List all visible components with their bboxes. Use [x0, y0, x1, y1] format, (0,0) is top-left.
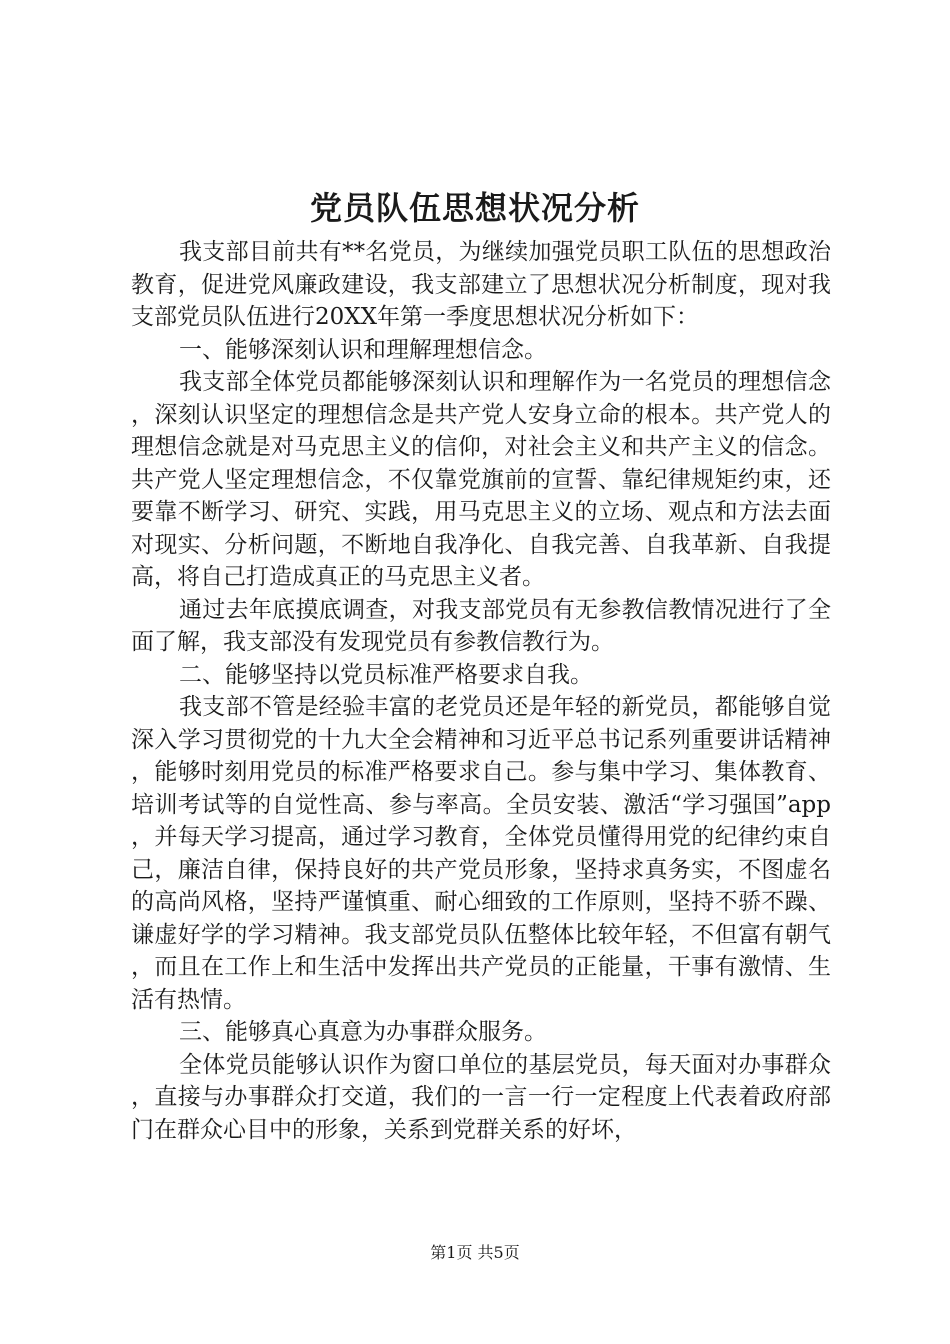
section-heading-3: 三、能够真心真意为办事群众服务。 [179, 1019, 547, 1045]
body-paragraph: 通过去年底摸底调查，对我支部党员有无参教信教情况进行了全面了解，我支部没有发现党员有参教信教行为。 [131, 596, 831, 655]
body-paragraph: 我支部不管是经验丰富的老党员还是年轻的新党员，都能够自觉深入学习贯彻党的十九大全会精神和习近平总书记系列重要讲话精神，能够时刻用党员的标准严格要求自己。参与集中学习、集体教育、培训考试等的自觉性高、参与率高。全员安装、激活“学习强国”app，并每天学习提高，通过学习教育，全体党员懂得用党的纪律约束自己，廉洁自律，保持良好的共产党员形象，坚持求真务实，不图虚名的高尚风格，坚持严谨慎重、耐心细致的工作原则，坚持不骄不躁、谦虚好学的学习精神。我支部党员队伍整体比较年轻，不但富有朝气，而且在工作上和生活中发挥出共产党员的正能量，干事有激情、生活有热情。 [131, 694, 831, 1013]
document-body [131, 236, 831, 1146]
section-heading-1: 一、能够深刻认识和理解理想信念。 [179, 336, 547, 363]
intro-paragraph: 我支部目前共有**名党员，为继续加强党员职工队伍的思想政治教育，促进党风廉政建设，我支部建立了思想状况分析制度，现对我支部党员队伍进行20XX年第一季度思想状况分析如下： [131, 239, 831, 330]
body-paragraph: 我支部全体党员都能够深刻认识和理解作为一名党员的理想信念，深刻认识坚定的理想信念是共产党人安身立命的根本。共产党人的理想信念就是对马克思主义的信仰，对社会主义和共产主义的信念。共产党人坚定理想信念，不仅靠党旗前的宣誓、靠纪律规矩约束，还要靠不断学习、研究、实践，用马克思主义的立场、观点和方法去面对现实、分析问题，不断地自我净化、自我完善、自我革新、自我提高，将自己打造成真正的马克思主义者。 [131, 369, 831, 590]
document-title: 党员队伍思想状况分析 [309, 189, 640, 227]
page-footer: 第1页 共5页 [430, 1243, 520, 1262]
section-heading-2: 二、能够坚持以党员标准严格要求自我。 [179, 661, 593, 688]
body-paragraph: 全体党员能够认识作为窗口单位的基层党员，每天面对办事群众，直接与办事群众打交道，我们的一言一行一定程度上代表着政府部门在群众心目中的形象，关系到党群关系的好坏， [131, 1051, 831, 1143]
